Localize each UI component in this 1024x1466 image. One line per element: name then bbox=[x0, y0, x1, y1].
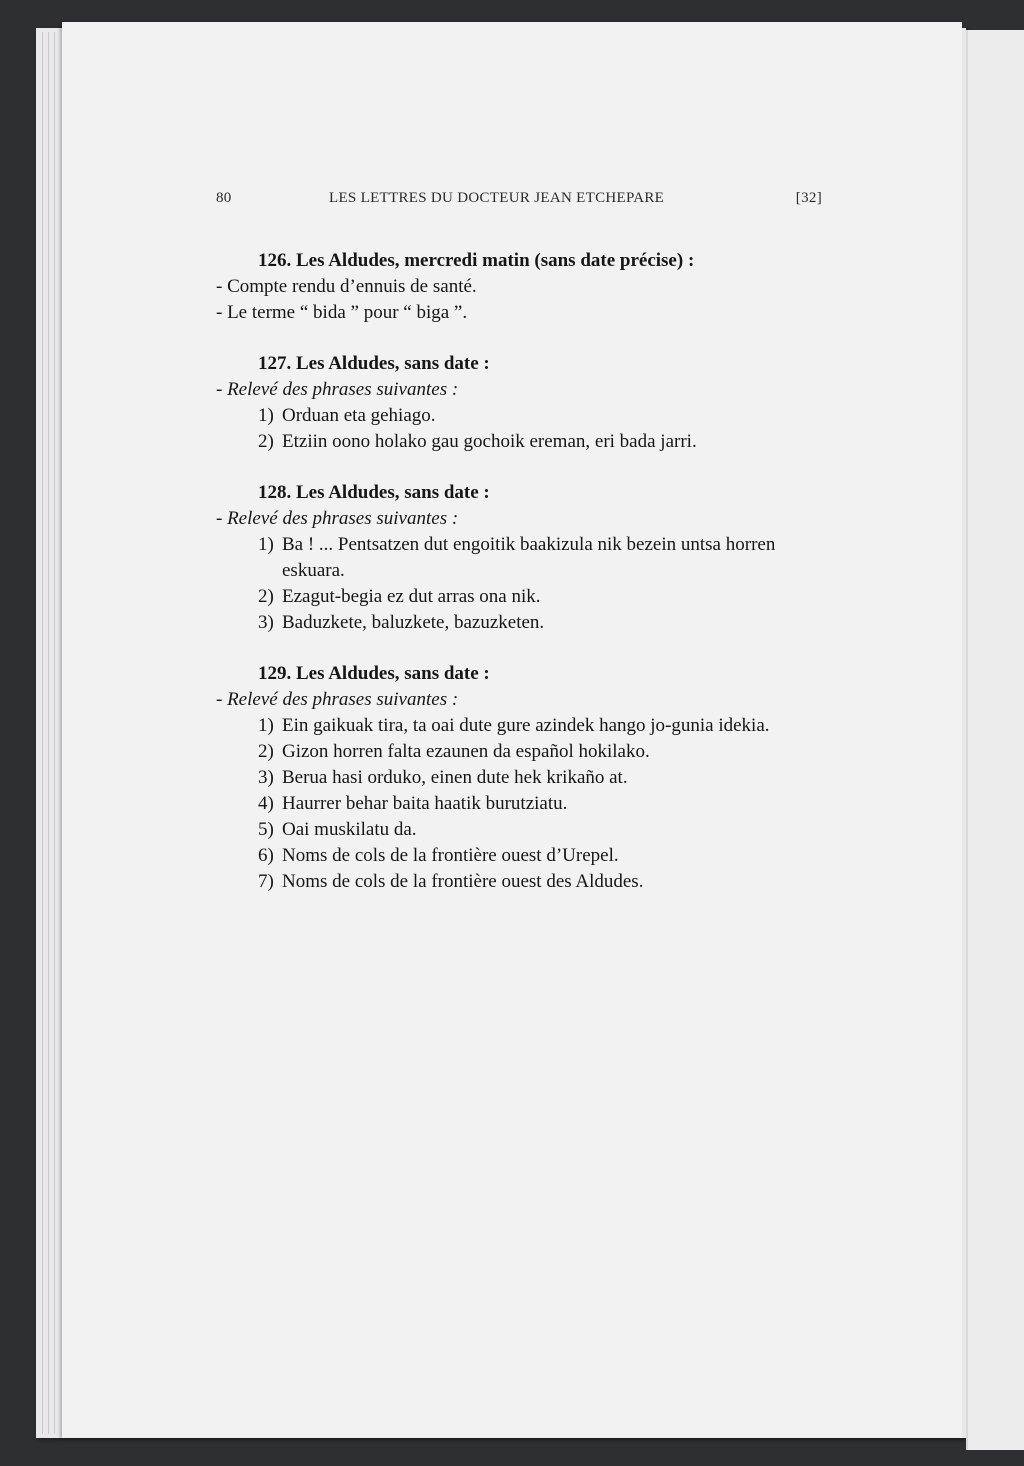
list-item bbox=[216, 765, 826, 791]
item-number: 2) bbox=[258, 431, 274, 452]
running-header bbox=[216, 190, 824, 214]
page-edge bbox=[54, 32, 55, 1434]
intro-line: - Relevé des phrases suivantes : bbox=[216, 379, 459, 400]
item-text: Noms de cols de la frontière ouest d’Urepel. bbox=[282, 845, 619, 866]
page-edge bbox=[48, 32, 49, 1434]
list-item bbox=[216, 739, 826, 765]
item-text: Oai muskilatu da. bbox=[282, 819, 417, 840]
item-number: 6) bbox=[258, 845, 274, 866]
entry-heading: 128. Les Aldudes, sans date : bbox=[258, 482, 490, 503]
running-title: LES LETTRES DU DOCTEUR JEAN ETCHEPARE bbox=[329, 190, 665, 206]
intro-line: - Relevé des phrases suivantes : bbox=[216, 508, 459, 529]
item-number: 1) bbox=[258, 405, 274, 426]
list-item bbox=[216, 429, 826, 455]
item-number: 5) bbox=[258, 819, 274, 840]
item-text: Noms de cols de la frontière ouest des Aldudes. bbox=[282, 871, 644, 892]
page-body bbox=[216, 248, 826, 920]
item-number: 1) bbox=[258, 715, 274, 736]
page-reference: [32] bbox=[795, 190, 822, 206]
list-item bbox=[216, 610, 826, 636]
item-text: Ein gaikuak tira, ta oai dute gure azindek hango jo-gunia idekia. bbox=[282, 715, 770, 736]
item-number: 3) bbox=[258, 612, 274, 633]
list-item bbox=[216, 843, 826, 869]
entry-128 bbox=[216, 480, 826, 636]
item-text: Haurrer behar baita haatik burutziatu. bbox=[282, 793, 568, 814]
item-text: Etziin oono holako gau gochoik ereman, eri bada jarri. bbox=[282, 431, 697, 452]
list-item bbox=[216, 403, 826, 429]
item-text: Ezagut-begia ez dut arras ona nik. bbox=[282, 586, 541, 607]
list-item bbox=[216, 713, 826, 739]
entry-126 bbox=[216, 248, 826, 326]
entry-heading: 126. Les Aldudes, mercredi matin (sans date précise) : bbox=[258, 250, 695, 271]
entry-heading: 127. Les Aldudes, sans date : bbox=[258, 353, 490, 374]
list-item bbox=[216, 532, 826, 584]
note-line: - Le terme “ bida ” pour “ biga ”. bbox=[216, 302, 468, 323]
list-item bbox=[216, 584, 826, 610]
item-text: Orduan eta gehiago. bbox=[282, 405, 436, 426]
page-edge bbox=[42, 32, 43, 1434]
note-line: - Compte rendu d’ennuis de santé. bbox=[216, 276, 477, 297]
item-number: 7) bbox=[258, 871, 274, 892]
item-number: 2) bbox=[258, 586, 274, 607]
item-text: Gizon horren falta ezaunen da español hokilako. bbox=[282, 741, 650, 762]
list-item bbox=[216, 791, 826, 817]
item-number: 2) bbox=[258, 741, 274, 762]
entry-heading: 129. Les Aldudes, sans date : bbox=[258, 663, 490, 684]
item-text: Ba ! ... Pentsatzen dut engoitik baakizula nik bezein untsa horren eskuara. bbox=[282, 534, 776, 581]
item-number: 1) bbox=[258, 534, 274, 555]
entry-127 bbox=[216, 351, 826, 455]
facing-page bbox=[966, 30, 1024, 1450]
item-number: 3) bbox=[258, 767, 274, 788]
entry-129 bbox=[216, 661, 826, 895]
item-text: Baduzkete, baluzkete, bazuzketen. bbox=[282, 612, 545, 633]
list-item bbox=[216, 869, 826, 895]
item-number: 4) bbox=[258, 793, 274, 814]
item-text: Berua hasi orduko, einen dute hek krikaño at. bbox=[282, 767, 628, 788]
list-item bbox=[216, 817, 826, 843]
intro-line: - Relevé des phrases suivantes : bbox=[216, 689, 459, 710]
page-number: 80 bbox=[216, 190, 232, 206]
